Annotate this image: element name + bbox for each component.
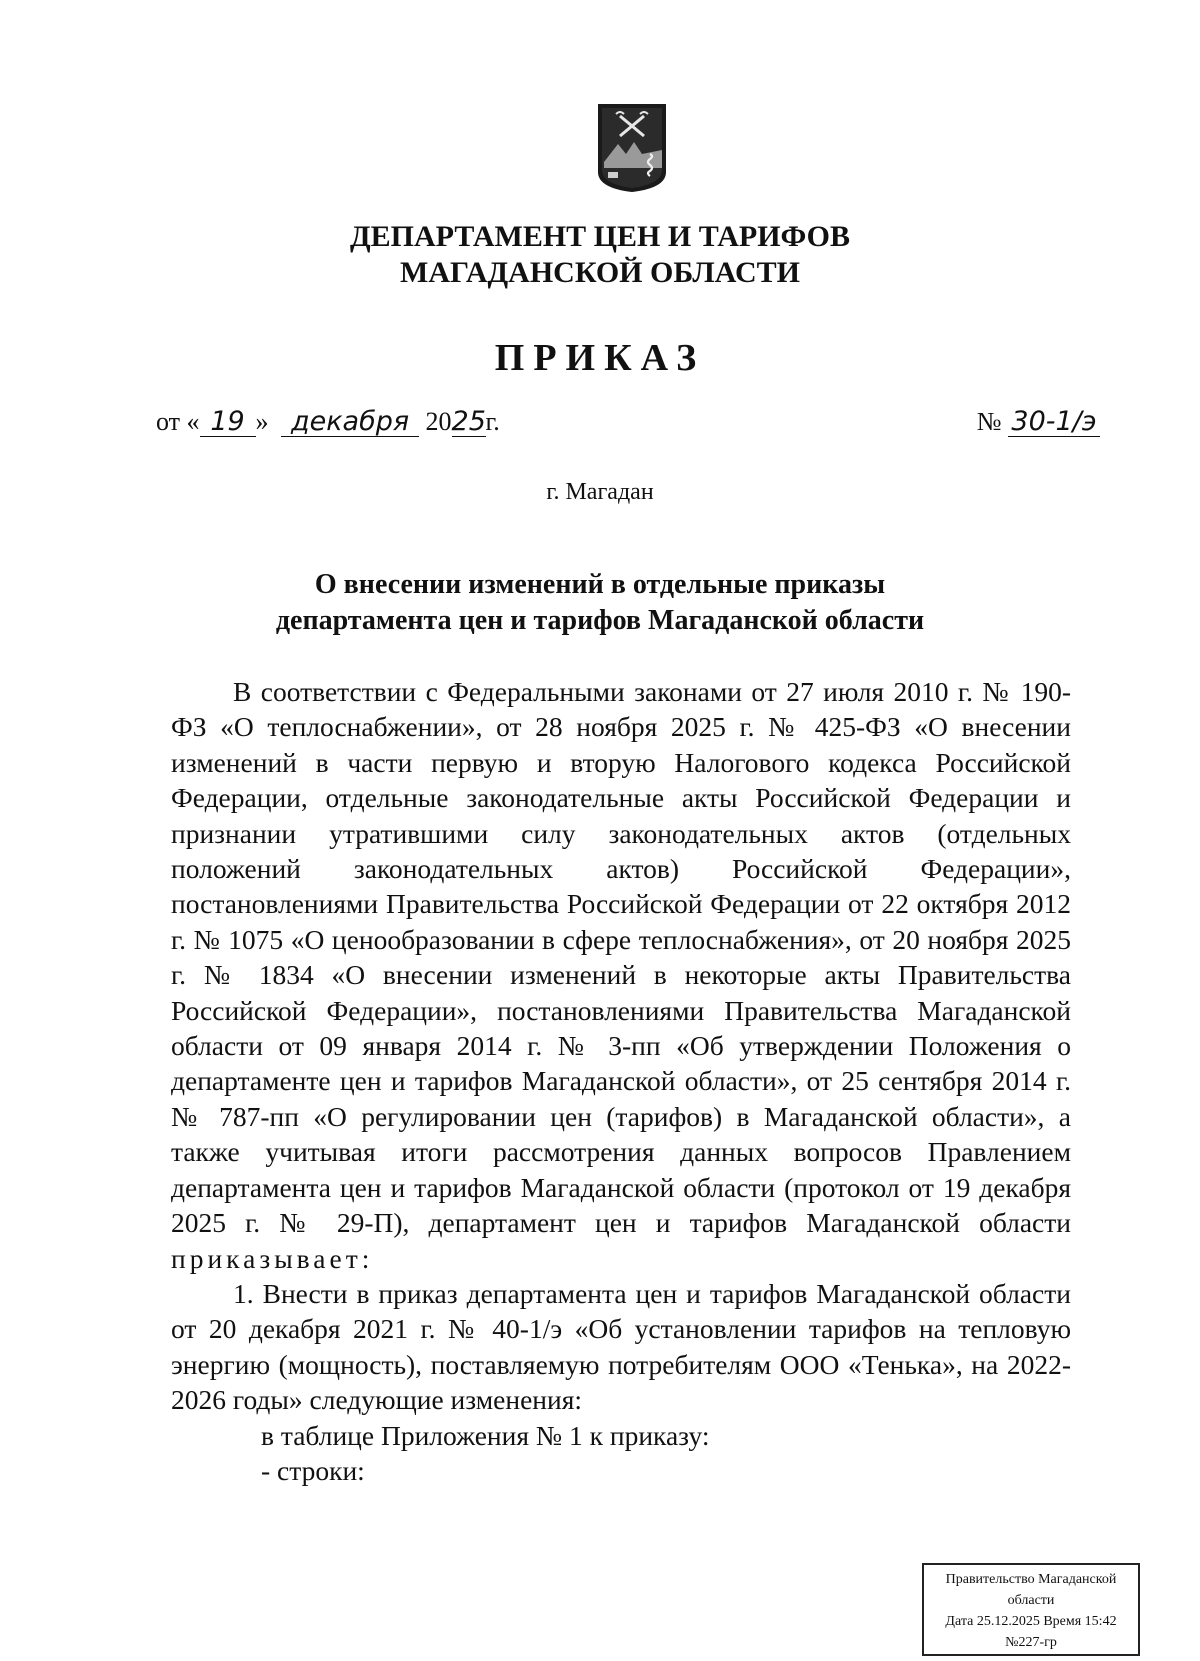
stamp-line2: области	[1007, 1593, 1055, 1608]
date-year-suffix: г.	[485, 407, 500, 436]
coat-of-arms-icon	[596, 102, 668, 194]
document-type-heading: ПРИКАЗ	[494, 337, 706, 379]
date-day-handwritten: 19	[200, 408, 256, 437]
organization-name-line2: МАГАДАНСКОЙ ОБЛАСТИ	[400, 256, 800, 289]
preamble-text: В соответствии с Федеральными законами от 27 июля 2010 г. № 190-ФЗ «О теплоснабжении», от 28 ноября 2025 г. № 425-ФЗ «О внесении изменений в части первую и вторую Налогового кодекса Российской Федерации, отдельные законодательные акты Российской Федерации и признании утратившими силу законодательных актов (отдельных положений законодательных актов) Российской Федерации», постановлениями Правительства Российской Федерации от 22 октября 2012 г. № 1075 «О ценообразовании в сфере теплоснабжения», от 20 ноября 2025 г. № 1834 «О внесении изменений в некоторые акты Правительства Российской Федерации», постановлениями Правительства Магаданской области от 09 января 2014 г. № 3-пп «Об утверждении Положения о департаменте цен и тарифов Магаданской области», от 25 сентября 2014 г. № 787-пп «О регулировании цен (тарифов) в Магаданской области», а также учитывая итоги рассмотрения данных вопросов Правлением департамента цен и тарифов Магаданской области (протокол от 19 декабря 2025 г. № 29-П), департамент цен и тарифов Магаданской области	[171, 676, 1071, 1239]
city-line: г. Магадан	[546, 479, 654, 505]
document-body	[171, 674, 1071, 1488]
document-title-line2: департамента цен и тарифов Магаданской области	[275, 605, 925, 636]
paragraph-table-ref: в таблице Приложения № 1 к приказу:	[261, 1419, 710, 1451]
date-mid: »	[255, 407, 276, 436]
date-year-prefix: 20	[425, 407, 452, 436]
stamp-line4: №227-гр	[1005, 1635, 1057, 1650]
number-value-handwritten: 30-1/э	[1008, 408, 1100, 437]
paragraph-preamble	[171, 674, 1071, 1276]
stamp-line1: Правительство Магаданской	[945, 1572, 1117, 1587]
organization-name-line1: ДЕПАРТАМЕНТ ЦЕН И ТАРИФОВ	[349, 220, 851, 253]
number-prefix: №	[976, 407, 1008, 436]
date-month-handwritten: декабря	[281, 408, 419, 437]
date-prefix: от «	[156, 407, 200, 436]
paragraph-rows: - строки:	[261, 1454, 365, 1486]
operative-word: приказывает:	[171, 1242, 374, 1274]
document-date	[156, 407, 500, 437]
document-number	[977, 407, 1100, 437]
stamp-line3: Дата 25.12.2025 Время 15:42	[945, 1614, 1117, 1629]
registration-stamp	[922, 1563, 1140, 1656]
paragraph-item-1: 1. Внести в приказ департамента цен и тарифов Магаданской области от 20 декабря 2021 г. № 40-1/э «Об установлении тарифов на тепловую энергию (мощность), поставляемую потребителям ООО «Тенька», на 2022-2026 годы» следующие изменения:	[171, 1277, 1071, 1416]
date-year-handwritten: 25	[451, 406, 486, 437]
document-title-line1: О внесении изменений в отдельные приказы	[314, 569, 886, 600]
